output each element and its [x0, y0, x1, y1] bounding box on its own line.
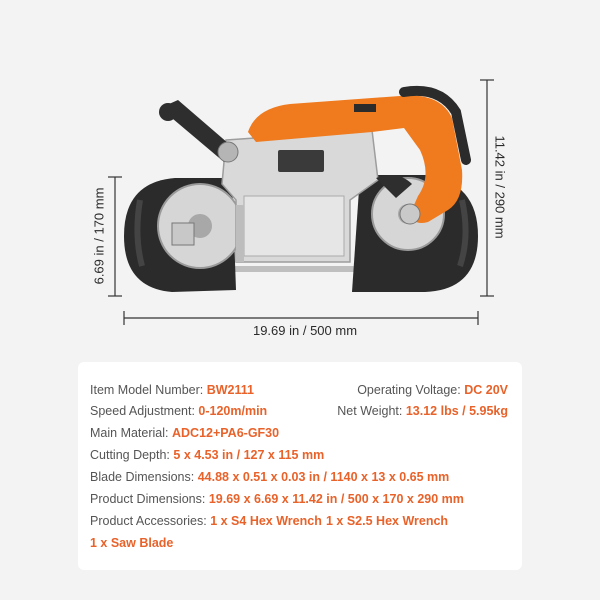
- motor-housing: [222, 130, 378, 262]
- spec-card: [78, 362, 522, 570]
- spec-blade-dimensions: Blade Dimensions: 44.88 x 0.51 x 0.03 in / 1140 x 13 x 0.65 mm: [90, 470, 450, 484]
- spec-speed-adjustment: Speed Adjustment: 0-120m/min: [90, 404, 268, 418]
- spec-main-material: Main Material: ADC12+PA6-GF30: [90, 426, 280, 440]
- accessory-item: 1 x S4 Hex Wrench: [210, 514, 322, 528]
- spec-item-model: Item Model Number: BW2111: [90, 383, 254, 397]
- left-height-dimension-label: 6.69 in / 170 mm: [91, 187, 107, 285]
- housing-vent: [278, 150, 324, 172]
- spec-net-weight: Net Weight: 13.12 lbs / 5.95kg: [337, 404, 508, 418]
- accessory-item: 1 x Saw Blade: [90, 536, 174, 550]
- accessory-item: 1 x S2.5 Hex Wrench: [326, 514, 449, 528]
- spec-product-accessories: Product Accessories: 1 x S4 Hex Wrench: [90, 514, 322, 528]
- spec-accessory-3: [90, 535, 173, 551]
- right-height-dimension-label: 11.42 in / 290 mm: [492, 135, 508, 239]
- left-wheel: [124, 178, 242, 292]
- spec-accessory-2: [326, 513, 448, 529]
- spec-operating-voltage: Operating Voltage: DC 20V: [357, 383, 508, 397]
- spec-product-dimensions: Product Dimensions: 19.69 x 6.69 x 11.42 in / 500 x 170 x 290 mm: [90, 492, 464, 506]
- width-dimension-label: 19.69 in / 500 mm: [252, 323, 358, 338]
- crank-handle: [159, 100, 238, 162]
- spec-cutting-depth: Cutting Depth: 5 x 4.53 in / 127 x 115 mm: [90, 448, 325, 462]
